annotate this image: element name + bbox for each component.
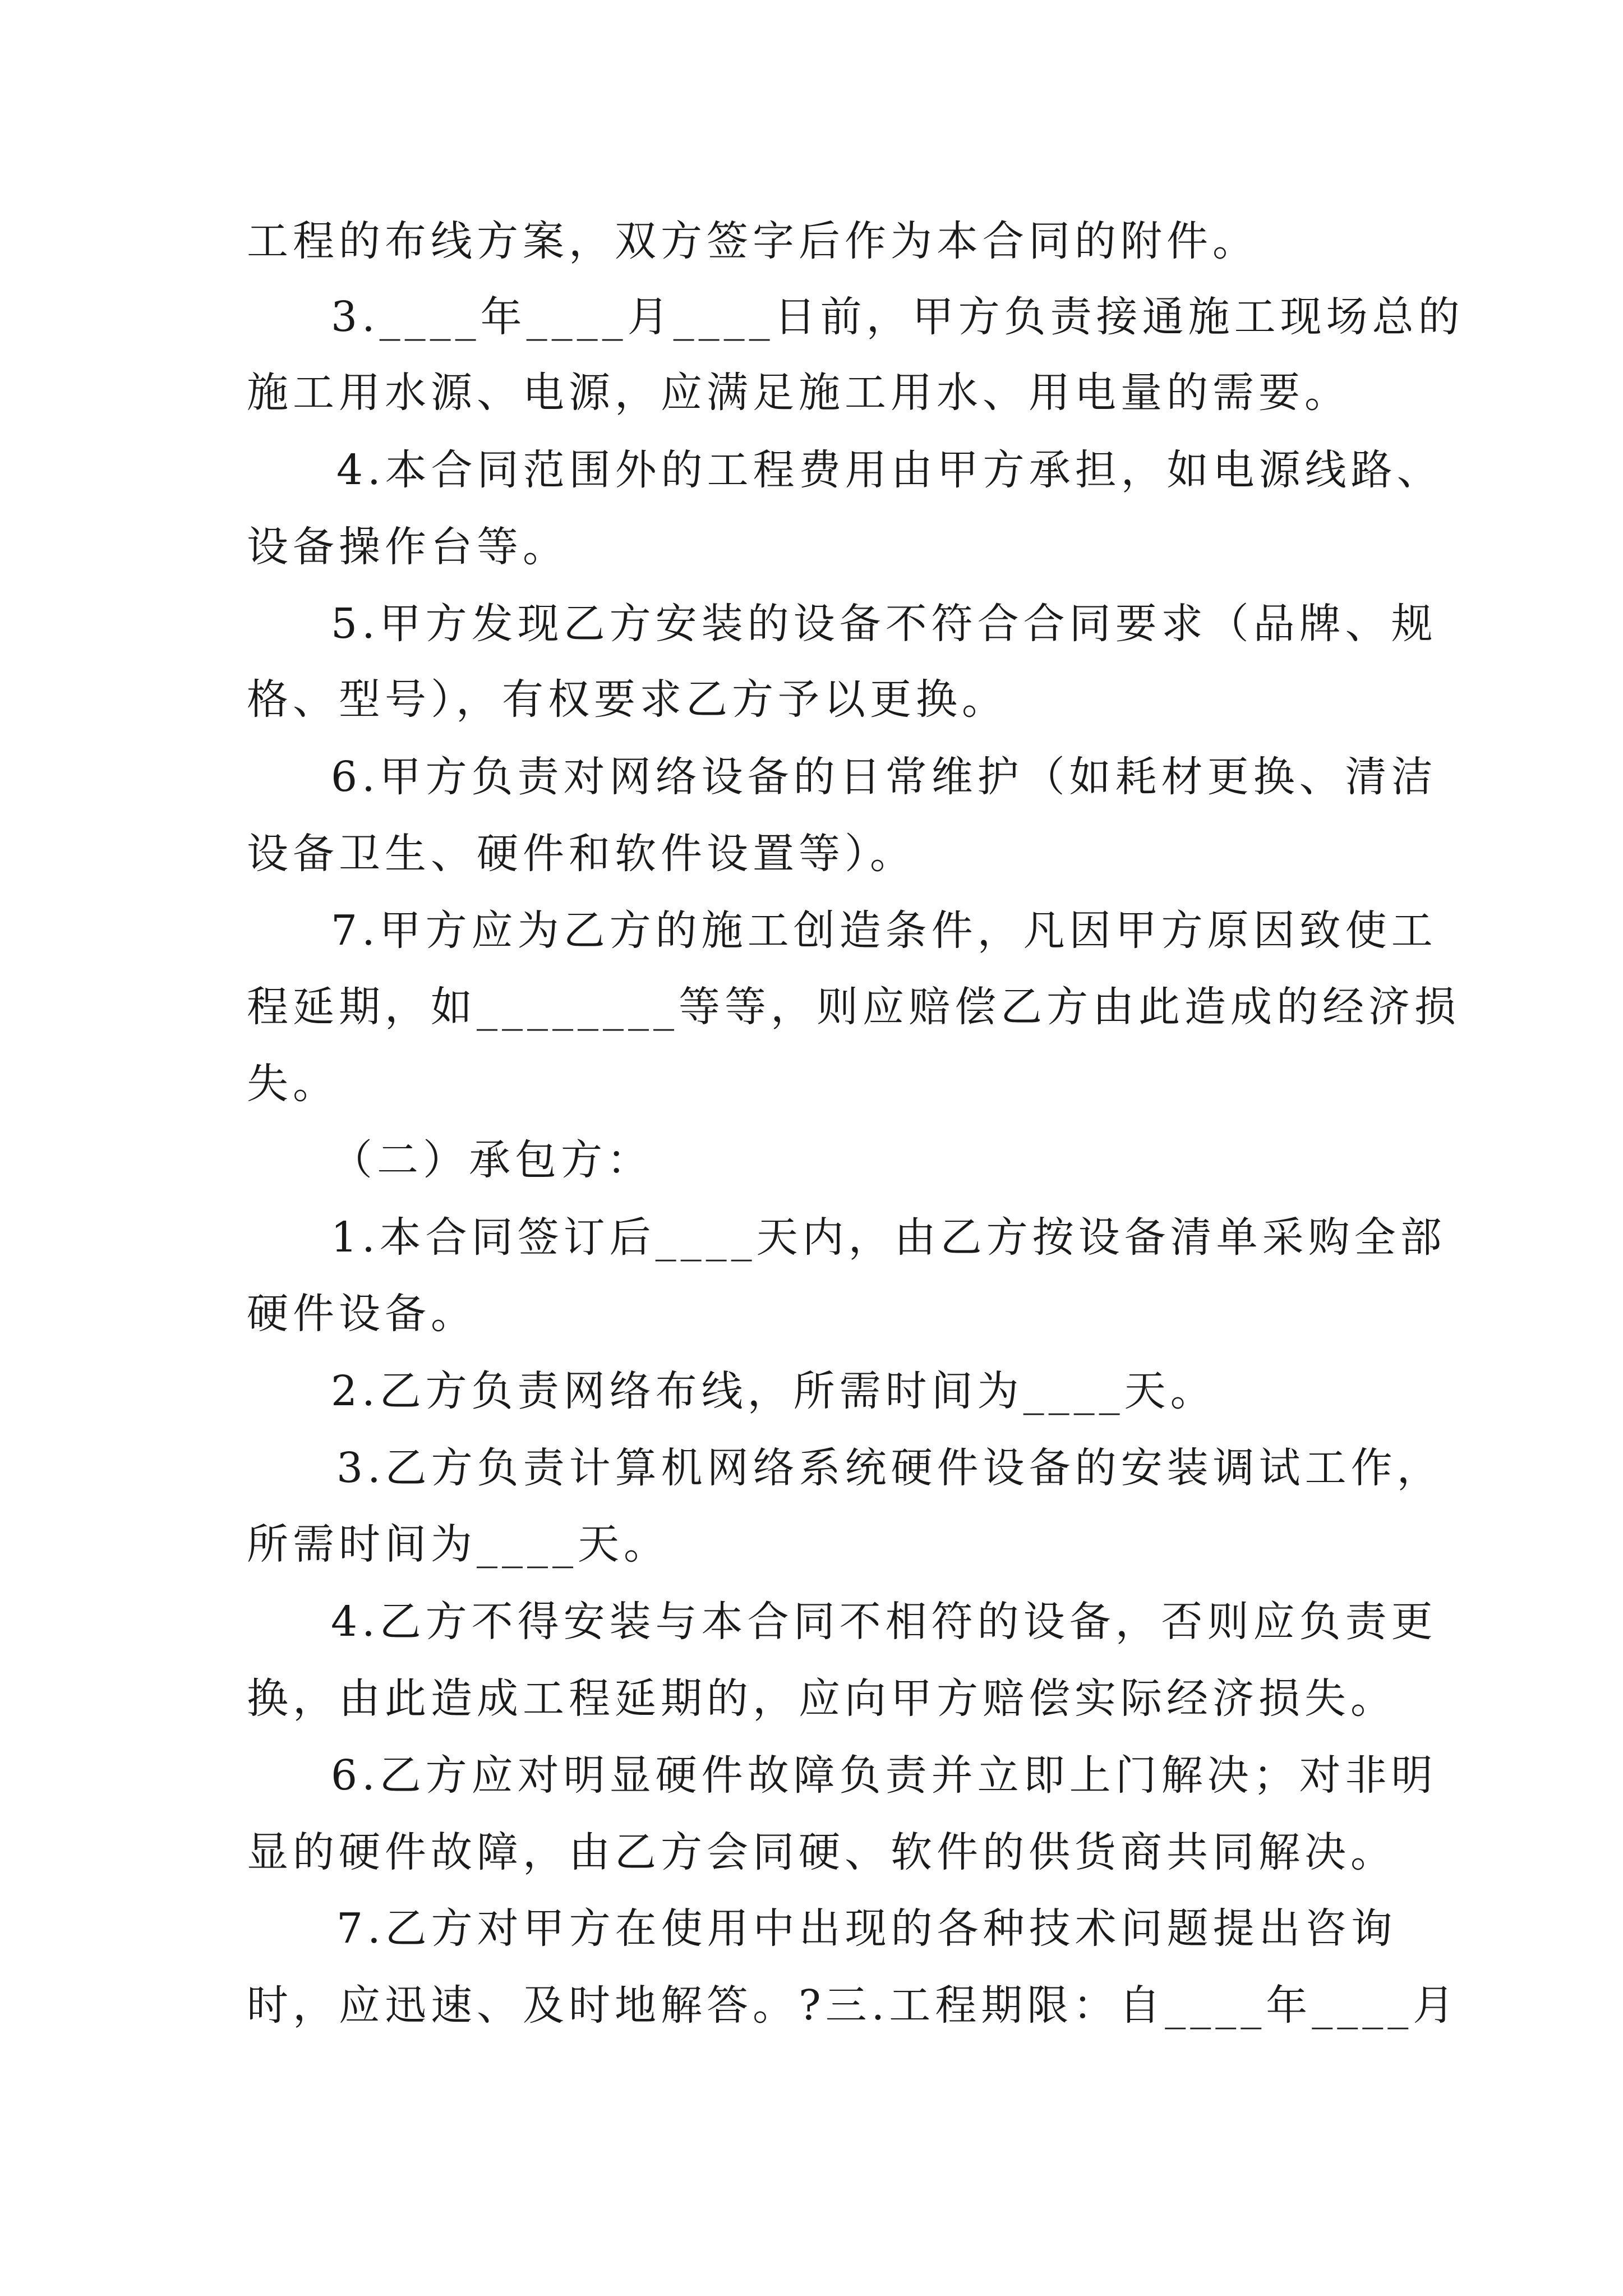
text-line: 设备操作台等。 [247,523,569,571]
text-line: 格、型号），有权要求乙方予以更换。 [247,675,1008,724]
text-line: 程延期，如________等等，则应赔偿乙方由此造成的经济损 [247,983,1460,1031]
text-line: 时，应迅速、及时地解答。?三.工程期限：自____年____月 [247,1981,1459,2030]
text-line: 3.____年____月____日前，甲方负责接通施工现场总的 [331,293,1464,341]
text-line: 失。 [247,1060,339,1108]
text-line: 换，由此造成工程延期的，应向甲方赔偿实际经济损失。 [247,1674,1396,1723]
text-line: 显的硬件故障，由乙方会同硬、软件的供货商共同解决。 [247,1828,1396,1876]
text-line: 6.乙方应对明显硬件故障负责并立即上门解决；对非明 [331,1751,1437,1800]
text-line: 7.甲方应为乙方的施工创造条件，凡因甲方原因致使工 [331,907,1437,955]
text-line: 设备卫生、硬件和软件设置等）。 [247,830,916,878]
text-line: 工程的布线方案，双方签字后作为本合同的附件。 [247,217,1258,265]
text-line: 硬件设备。 [247,1290,477,1338]
text-line: 3.乙方负责计算机网络系统硬件设备的安装调试工作， [336,1444,1443,1492]
text-line: 施工用水源、电源，应满足施工用水、用电量的需要。 [247,369,1350,417]
text-line: 所需时间为____天。 [247,1520,670,1568]
text-line: 1.本合同签订后____天内，由乙方按设备清单采购全部 [331,1213,1446,1262]
text-line: 4.乙方不得安装与本合同不相符的设备，否则应负责更 [331,1598,1437,1646]
text-line: 5.甲方发现乙方安装的设备不符合合同要求（品牌、规 [331,600,1437,648]
text-line: 6.甲方负责对网络设备的日常维护（如耗材更换、清洁 [331,753,1437,801]
section-heading: （二）承包方： [331,1136,653,1184]
text-line: 2.乙方负责网络布线，所需时间为____天。 [331,1367,1216,1415]
text-line: 7.乙方对甲方在使用中出现的各种技术问题提出咨询 [336,1904,1397,1953]
text-line: 4.本合同范围外的工程费用由甲方承担，如电源线路、 [336,446,1443,494]
